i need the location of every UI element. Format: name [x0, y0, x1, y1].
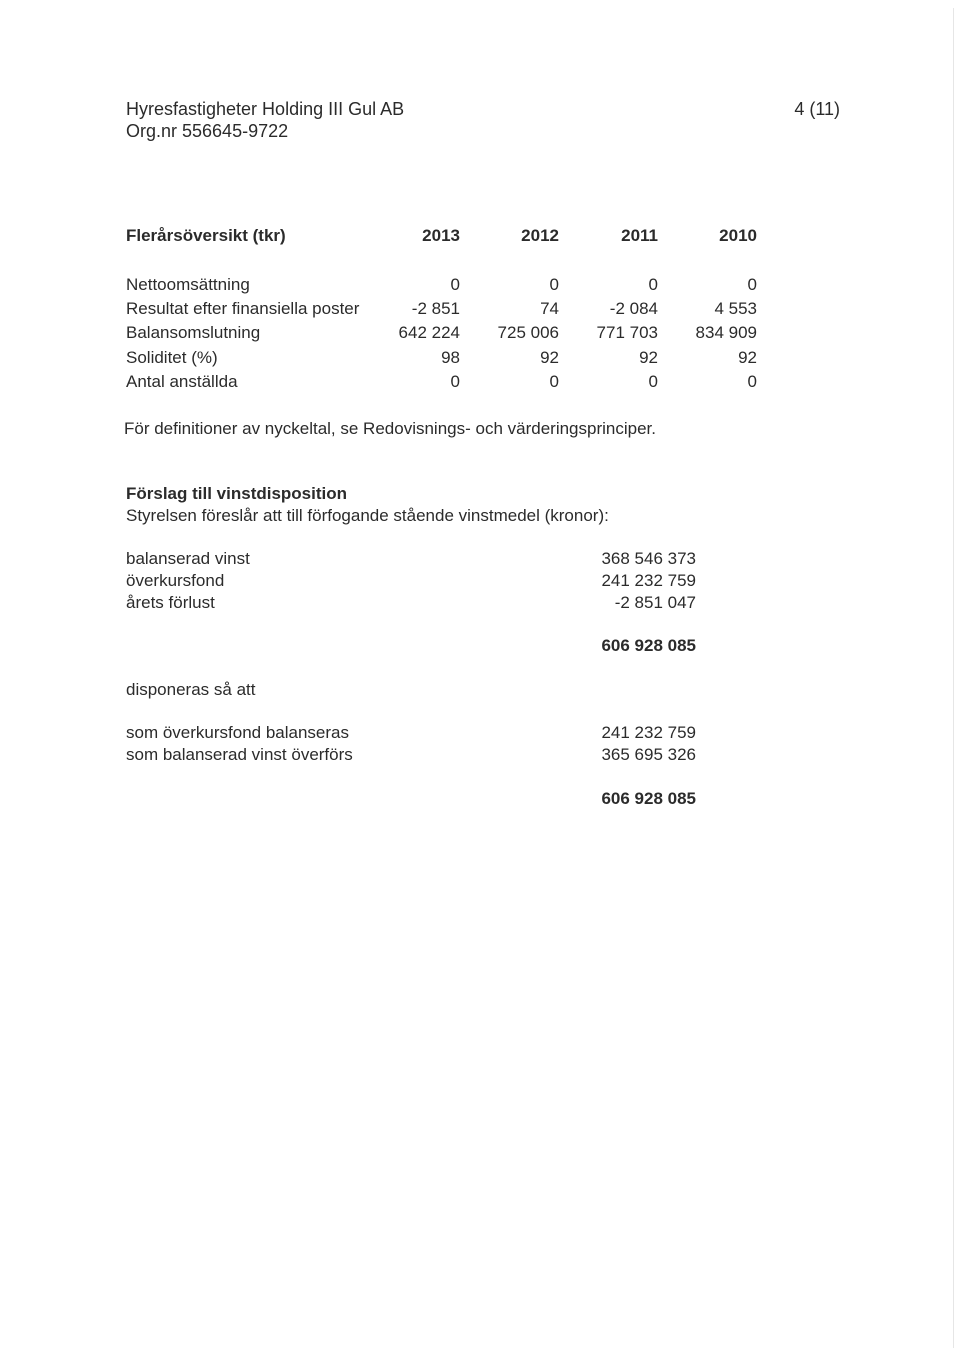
disposition-item-amount: 241 232 759	[601, 723, 696, 742]
proposal-total: 606 928 085	[601, 636, 696, 655]
proposal-intro: Styrelsen föreslår att till förfogande stående vinstmedel (kronor):	[126, 506, 609, 525]
overview-title: Flerårsöversikt (tkr)	[126, 226, 286, 245]
table-cell: 98	[441, 348, 460, 367]
definitions-note: För definitioner av nyckeltal, se Redovisnings- och värderingsprinciper.	[124, 419, 656, 438]
proposal-item-amount: 368 546 373	[601, 549, 696, 568]
year-header-2010: 2010	[719, 226, 757, 245]
table-cell: 0	[747, 372, 757, 391]
row-label-antal-anstallda: Antal anställda	[126, 372, 238, 391]
row-label-nettoomsattning: Nettoomsättning	[126, 275, 250, 294]
proposal-item-label: balanserad vinst	[126, 549, 250, 568]
proposal-item-amount: -2 851 047	[614, 593, 696, 612]
company-name: Hyresfastigheter Holding III Gul AB	[126, 99, 405, 119]
proposal-heading: Förslag till vinstdisposition	[126, 484, 348, 503]
table-cell: -2 084	[609, 299, 658, 318]
proposal-item-label: överkursfond	[126, 571, 225, 590]
disposition-item-label: som balanserad vinst överförs	[126, 745, 353, 764]
row-label-balansomslutning: Balansomslutning	[126, 323, 261, 342]
table-cell: 834 909	[695, 323, 757, 342]
table-cell: 0	[549, 372, 559, 391]
table-cell: 0	[648, 275, 658, 294]
table-cell: 642 224	[398, 323, 460, 342]
table-cell: 0	[747, 275, 757, 294]
page-edge	[953, 8, 954, 1348]
table-cell: 92	[540, 348, 559, 367]
proposal-item-amount: 241 232 759	[601, 571, 696, 590]
org-number: Org.nr 556645-9722	[126, 121, 289, 141]
table-cell: 92	[639, 348, 658, 367]
table-cell: 92	[738, 348, 757, 367]
table-cell: 4 553	[714, 299, 757, 318]
table-cell: 0	[450, 372, 460, 391]
row-label-soliditet: Soliditet (%)	[126, 348, 218, 367]
page-number: 4 (11)	[794, 99, 840, 119]
disposition-item-amount: 365 695 326	[601, 745, 696, 764]
table-cell: 74	[540, 299, 559, 318]
row-label-resultat: Resultat efter finansiella poster	[126, 299, 360, 318]
table-cell: 0	[450, 275, 460, 294]
proposal-item-label: årets förlust	[126, 593, 215, 612]
disposition-heading: disponeras så att	[126, 680, 256, 699]
table-cell: 725 006	[497, 323, 559, 342]
disposition-item-label: som överkursfond balanseras	[126, 723, 350, 742]
year-header-2012: 2012	[521, 226, 559, 245]
table-cell: 0	[549, 275, 559, 294]
table-cell: 0	[648, 372, 658, 391]
year-header-2011: 2011	[621, 226, 658, 245]
year-header-2013: 2013	[422, 226, 460, 245]
table-cell: 771 703	[596, 323, 658, 342]
disposition-total: 606 928 085	[601, 789, 696, 808]
table-cell: -2 851	[411, 299, 460, 318]
